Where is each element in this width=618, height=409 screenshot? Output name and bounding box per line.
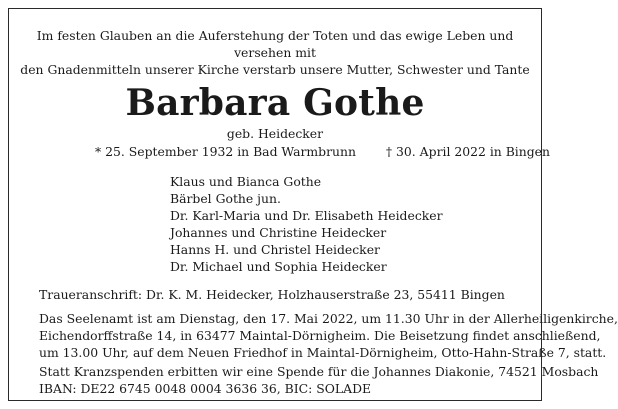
donation-line: Statt Kranzspenden erbitten wir eine Spende für die Johannes Diakonie, 74521 Mosbach <box>39 364 599 379</box>
mourner: Dr. Michael und Sophia Heidecker <box>170 259 387 274</box>
intro-line: Im festen Glauben an die Auferstehung der Toten und das ewige Leben und versehen mit <box>36 28 514 60</box>
service-line: Das Seelenamt ist am Dienstag, den 17. Mai 2022, um 11.30 Uhr in der Allerheiligenkirche, <box>39 311 618 326</box>
service-info <box>39 310 618 361</box>
death-date: † 30. April 2022 in Bingen <box>385 144 550 159</box>
donation-bank-line: IBAN: DE22 6745 0048 0004 3636 36, BIC: SOLADE <box>39 381 372 396</box>
deceased-name: Barbara Gothe <box>125 82 425 124</box>
mourner: Hanns H. und Christel Heidecker <box>170 242 380 257</box>
mourner: Klaus und Bianca Gothe <box>170 174 322 189</box>
donation-info <box>39 363 598 397</box>
service-line: um 13.00 Uhr, auf dem Neuen Friedhof in Maintal-Dörnigheim, Otto-Hahn-Straße 7, statt. <box>39 345 607 360</box>
mourner: Dr. Karl-Maria und Dr. Elisabeth Heidecker <box>170 208 443 223</box>
intro-line: den Gnadenmitteln unserer Kirche verstarb unsere Mutter, Schwester und Tante <box>20 62 530 77</box>
obituary-card <box>8 8 618 401</box>
mourners-list <box>170 173 443 275</box>
mourning-address: Traueranschrift: Dr. K. M. Heidecker, Holzhauserstraße 23, 55411 Bingen <box>39 287 505 302</box>
mourner: Johannes und Christine Heidecker <box>170 225 387 240</box>
life-dates <box>95 143 550 160</box>
service-line: Eichendorffstraße 14, in 63477 Maintal-Dörnigheim. Die Beisetzung findet anschließend, <box>39 328 601 343</box>
intro-text <box>9 27 541 78</box>
born-name: geb. Heidecker <box>226 126 324 141</box>
mourner: Bärbel Gothe jun. <box>170 191 281 206</box>
birth-date: * 25. September 1932 in Bad Warmbrunn <box>95 144 356 159</box>
